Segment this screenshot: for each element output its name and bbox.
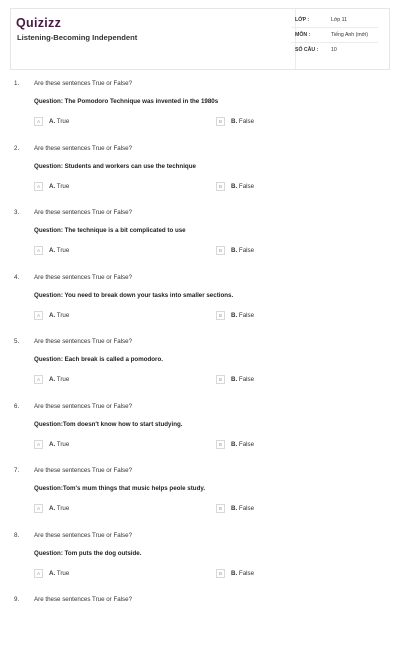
- meta-value-subject: Tiếng Anh (mới): [331, 32, 368, 38]
- option-label: [231, 570, 254, 577]
- option-text: True: [56, 376, 70, 383]
- option-prefix: B.: [231, 247, 238, 254]
- question-text: Question: The Pomodoro Technique was invented in the 1980s: [34, 98, 219, 105]
- option-prefix: B.: [231, 183, 238, 190]
- question-number: 4.: [14, 274, 20, 281]
- option-prefix: A.: [49, 118, 56, 125]
- option-text: False: [238, 441, 255, 448]
- quizizz-logo: Quizizz: [16, 16, 62, 30]
- question-prompt: Are these sentences True or False?: [34, 596, 133, 603]
- option-text: True: [56, 247, 70, 254]
- question-text: Question: Tom puts the dog outside.: [34, 550, 142, 557]
- question-item: [0, 532, 400, 592]
- question-number: 5.: [14, 338, 20, 345]
- question-number: 7.: [14, 467, 20, 474]
- option-label: [231, 312, 254, 319]
- question-prompt: Are these sentences True or False?: [34, 467, 133, 474]
- option-letter-box: B: [216, 117, 225, 126]
- option-label: [231, 376, 254, 383]
- question-text: Question:Tom doesn't know how to start studying.: [34, 421, 183, 428]
- option-prefix: A.: [49, 376, 56, 383]
- option-prefix: B.: [231, 376, 238, 383]
- option-prefix: A.: [49, 505, 56, 512]
- option-prefix: A.: [49, 570, 56, 577]
- question-item: [0, 209, 400, 269]
- option-letter-box: A: [34, 375, 43, 384]
- option-letter-box: B: [216, 504, 225, 513]
- meta-key-subject: MÔN :: [295, 32, 311, 38]
- question-number: 2.: [14, 145, 20, 152]
- option-label: [231, 441, 254, 448]
- question-text: Question:Tom's mum things that music helps peole study.: [34, 485, 206, 492]
- meta-key-class: LỚP :: [295, 17, 310, 23]
- question-prompt: Are these sentences True or False?: [34, 145, 133, 152]
- option-letter-box: A: [34, 117, 43, 126]
- option-letter-box: A: [34, 440, 43, 449]
- option-prefix: B.: [231, 312, 238, 319]
- meta-value-class: Lớp 11: [331, 17, 347, 23]
- question-text: Question: Students and workers can use the technique: [34, 163, 196, 170]
- meta-divider: [291, 42, 378, 43]
- question-number: 9.: [14, 596, 20, 603]
- option-prefix: A.: [49, 247, 56, 254]
- question-prompt: Are these sentences True or False?: [34, 80, 133, 87]
- option-prefix: B.: [231, 505, 238, 512]
- question-item: [0, 338, 400, 398]
- question-number: 6.: [14, 403, 20, 410]
- question-item: [0, 274, 400, 334]
- option-text: True: [56, 570, 70, 577]
- meta-value-count: 10: [331, 47, 337, 53]
- question-item: [0, 596, 400, 656]
- option-text: False: [238, 505, 255, 512]
- question-number: 8.: [14, 532, 20, 539]
- question-number: 1.: [14, 80, 20, 87]
- option-letter-box: B: [216, 311, 225, 320]
- option-text: False: [238, 312, 255, 319]
- question-number: 3.: [14, 209, 20, 216]
- meta-key-count: SỐ CÂU :: [295, 47, 319, 53]
- option-letter-box: B: [216, 246, 225, 255]
- option-prefix: A.: [49, 312, 56, 319]
- option-label: [231, 247, 254, 254]
- question-prompt: Are these sentences True or False?: [34, 403, 133, 410]
- option-label: [49, 118, 69, 125]
- option-label: [49, 183, 69, 190]
- question-prompt: Are these sentences True or False?: [34, 274, 133, 281]
- option-prefix: B.: [231, 441, 238, 448]
- option-prefix: B.: [231, 118, 238, 125]
- option-letter-box: A: [34, 182, 43, 191]
- option-prefix: A.: [49, 441, 56, 448]
- option-text: False: [238, 376, 255, 383]
- option-label: [49, 376, 69, 383]
- option-text: True: [56, 183, 70, 190]
- option-text: False: [238, 183, 255, 190]
- option-label: [49, 312, 69, 319]
- option-letter-box: A: [34, 504, 43, 513]
- question-prompt: Are these sentences True or False?: [34, 338, 133, 345]
- option-text: True: [56, 505, 70, 512]
- question-text: Question: You need to break down your tasks into smaller sections.: [34, 292, 234, 299]
- option-text: True: [56, 312, 70, 319]
- worksheet-title: Listening-Becoming Independent: [17, 33, 138, 42]
- option-text: False: [238, 247, 255, 254]
- meta-divider: [291, 27, 378, 28]
- question-text: Question: The technique is a bit complicated to use: [34, 227, 186, 234]
- option-letter-box: A: [34, 311, 43, 320]
- option-letter-box: A: [34, 246, 43, 255]
- option-text: False: [238, 570, 255, 577]
- option-letter-box: B: [216, 375, 225, 384]
- option-label: [231, 118, 254, 125]
- option-prefix: B.: [231, 570, 238, 577]
- option-letter-box: A: [34, 569, 43, 578]
- question-item: [0, 403, 400, 463]
- option-prefix: A.: [49, 183, 56, 190]
- option-label: [49, 570, 69, 577]
- option-label: [49, 247, 69, 254]
- option-label: [49, 505, 69, 512]
- question-item: [0, 467, 400, 527]
- question-item: [0, 145, 400, 205]
- option-letter-box: B: [216, 182, 225, 191]
- option-text: True: [56, 118, 70, 125]
- question-prompt: Are these sentences True or False?: [34, 209, 133, 216]
- option-label: [49, 441, 69, 448]
- option-label: [231, 505, 254, 512]
- option-label: [231, 183, 254, 190]
- question-item: [0, 80, 400, 140]
- option-text: False: [238, 118, 255, 125]
- option-letter-box: B: [216, 569, 225, 578]
- question-prompt: Are these sentences True or False?: [34, 532, 133, 539]
- question-text: Question: Each break is called a pomodoro.: [34, 356, 163, 363]
- option-text: True: [56, 441, 70, 448]
- option-letter-box: B: [216, 440, 225, 449]
